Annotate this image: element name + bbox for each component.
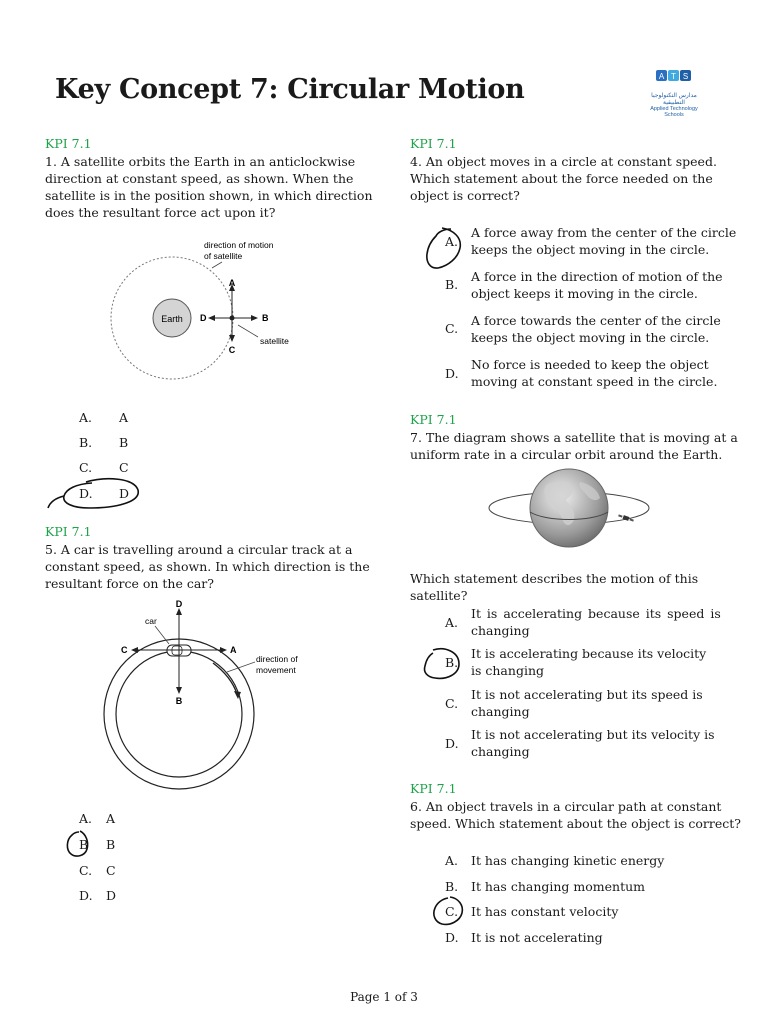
svg-text:D: D bbox=[200, 313, 207, 323]
earth-label: Earth bbox=[161, 314, 183, 324]
q4-option-a-letter[interactable]: A. bbox=[445, 234, 459, 249]
svg-text:D: D bbox=[175, 599, 183, 609]
q7-text: 7. The diagram shows a satellite that is moving at a uniform rate in a circular orbit around the Earth. bbox=[410, 430, 738, 462]
q6-option-d-text[interactable]: It is not accelerating bbox=[471, 930, 603, 945]
q6-kpi: KPI 7.1 bbox=[410, 781, 457, 796]
svg-text:car: car bbox=[145, 616, 157, 626]
q6-option-b-letter[interactable]: B. bbox=[445, 879, 459, 894]
q1-option-d-letter[interactable]: D. bbox=[79, 486, 93, 501]
q7-handwritten-circle-mark bbox=[419, 644, 463, 684]
svg-text:T: T bbox=[671, 72, 676, 81]
svg-text:of satellite: of satellite bbox=[204, 251, 243, 261]
q7-option-a-letter[interactable]: A. bbox=[445, 615, 459, 630]
q5-option-c-text[interactable]: C bbox=[106, 863, 116, 878]
q7-prompt: Which statement describes the motion of this satellite? bbox=[410, 571, 699, 603]
q1-kpi: KPI 7.1 bbox=[45, 136, 92, 151]
q6-option-a-text[interactable]: It has changing kinetic energy bbox=[471, 853, 665, 868]
q4-text: 4. An object moves in a circle at constant speed. Which statement about the force needed on the object is correct? bbox=[410, 154, 717, 203]
q4-option-d-letter[interactable]: D. bbox=[445, 366, 459, 381]
q7-option-b-text[interactable]: It is accelerating because its velocity is changing bbox=[471, 646, 707, 678]
q6-text: 6. An object travels in a circular path at constant speed. Which statement about the object is correct? bbox=[410, 799, 741, 831]
svg-text:B: B bbox=[175, 696, 183, 706]
q5-option-a-text[interactable]: A bbox=[106, 811, 116, 826]
q5-option-b-letter[interactable]: B bbox=[79, 837, 89, 852]
q1-option-a-letter[interactable]: A. bbox=[79, 410, 93, 425]
q1-orbit-diagram bbox=[100, 230, 320, 385]
q6-option-a-letter[interactable]: A. bbox=[445, 853, 459, 868]
q4-option-a-text[interactable]: A force away from the center of the circle keeps the object moving in the circle. bbox=[471, 225, 737, 257]
q4-option-d-text[interactable]: No force is needed to keep the object moving at constant speed in the circle. bbox=[471, 357, 718, 389]
svg-text:B: B bbox=[262, 313, 269, 323]
svg-text:S: S bbox=[682, 72, 689, 81]
svg-text:satellite: satellite bbox=[260, 336, 289, 346]
q1-option-a-text[interactable]: A bbox=[119, 410, 129, 425]
svg-text:A: A bbox=[230, 645, 237, 655]
logo-mark-icon bbox=[640, 68, 708, 88]
q6-option-d-letter[interactable]: D. bbox=[445, 930, 459, 945]
q7-option-c-text[interactable]: It is not accelerating but its speed is changing bbox=[471, 687, 703, 719]
svg-text:movement: movement bbox=[256, 665, 296, 675]
q1-option-b-letter[interactable]: B. bbox=[79, 435, 93, 450]
q5-option-d-letter[interactable]: D. bbox=[79, 888, 93, 903]
q5-handwritten-circle-mark bbox=[62, 828, 92, 860]
page-title: Key Concept 7: Circular Motion bbox=[55, 74, 525, 105]
q4-option-b-letter[interactable]: B. bbox=[445, 277, 459, 292]
q1-text: 1. A satellite orbits the Earth in an anticlockwise direction at constant speed, as shown. When the satellite is in the position shown, in which direction does the resultant force act upon it? bbox=[45, 154, 373, 220]
q6-option-c-letter[interactable]: C. bbox=[445, 904, 459, 919]
q6-option-c-text[interactable]: It has constant velocity bbox=[471, 904, 619, 919]
q4-option-b-text[interactable]: A force in the direction of motion of the object keeps it moving in the circle. bbox=[471, 269, 723, 301]
q4-option-c-text[interactable]: A force towards the center of the circle keeps the object moving in the circle. bbox=[471, 313, 721, 345]
q7-earth-orbit-diagram bbox=[486, 466, 656, 550]
logo-arabic: مدارس التكنولوجيا التطبيقية bbox=[651, 93, 697, 106]
q6-option-b-text[interactable]: It has changing momentum bbox=[471, 879, 646, 894]
page-number: Page 1 of 3 bbox=[350, 990, 418, 1004]
q7-kpi: KPI 7.1 bbox=[410, 412, 457, 427]
q5-option-d-text[interactable]: D bbox=[106, 888, 117, 903]
q7-option-d-letter[interactable]: D. bbox=[445, 736, 459, 751]
q7-option-a-text[interactable]: It is accelerating because its speed is changing bbox=[471, 606, 721, 638]
svg-text:A: A bbox=[658, 72, 665, 81]
q7-option-d-text[interactable]: It is not accelerating but its velocity is changing bbox=[471, 727, 715, 759]
q5-option-c-letter[interactable]: C. bbox=[79, 863, 93, 878]
q1-option-b-text[interactable]: B bbox=[119, 435, 129, 450]
svg-text:A: A bbox=[228, 278, 236, 288]
q1-option-c-letter[interactable]: C. bbox=[79, 460, 93, 475]
q6-handwritten-circle-mark bbox=[428, 893, 466, 929]
q4-kpi: KPI 7.1 bbox=[410, 136, 457, 151]
q5-text: 5. A car is travelling around a circular track at a constant speed, as shown. In which direction is the resultant force on the car? bbox=[45, 542, 370, 591]
logo-english: Applied Technology Schools bbox=[650, 106, 698, 118]
q4-handwritten-circle-mark bbox=[420, 222, 464, 272]
q7-option-b-letter[interactable]: B. bbox=[445, 655, 459, 670]
q1-option-d-text[interactable]: D bbox=[119, 486, 130, 501]
q5-kpi: KPI 7.1 bbox=[45, 524, 92, 539]
svg-text:direction of motion: direction of motion bbox=[204, 240, 274, 250]
q7-option-c-letter[interactable]: C. bbox=[445, 696, 459, 711]
svg-text:direction of: direction of bbox=[256, 654, 298, 664]
q5-track-diagram bbox=[95, 596, 325, 796]
q5-option-a-letter[interactable]: A. bbox=[79, 811, 93, 826]
school-logo bbox=[640, 68, 708, 118]
svg-text:C: C bbox=[121, 645, 128, 655]
q4-option-c-letter[interactable]: C. bbox=[445, 321, 459, 336]
q1-handwritten-circle-mark bbox=[46, 472, 146, 514]
q1-option-c-text[interactable]: C bbox=[119, 460, 129, 475]
svg-text:C: C bbox=[228, 345, 236, 355]
q5-option-b-text[interactable]: B bbox=[106, 837, 116, 852]
